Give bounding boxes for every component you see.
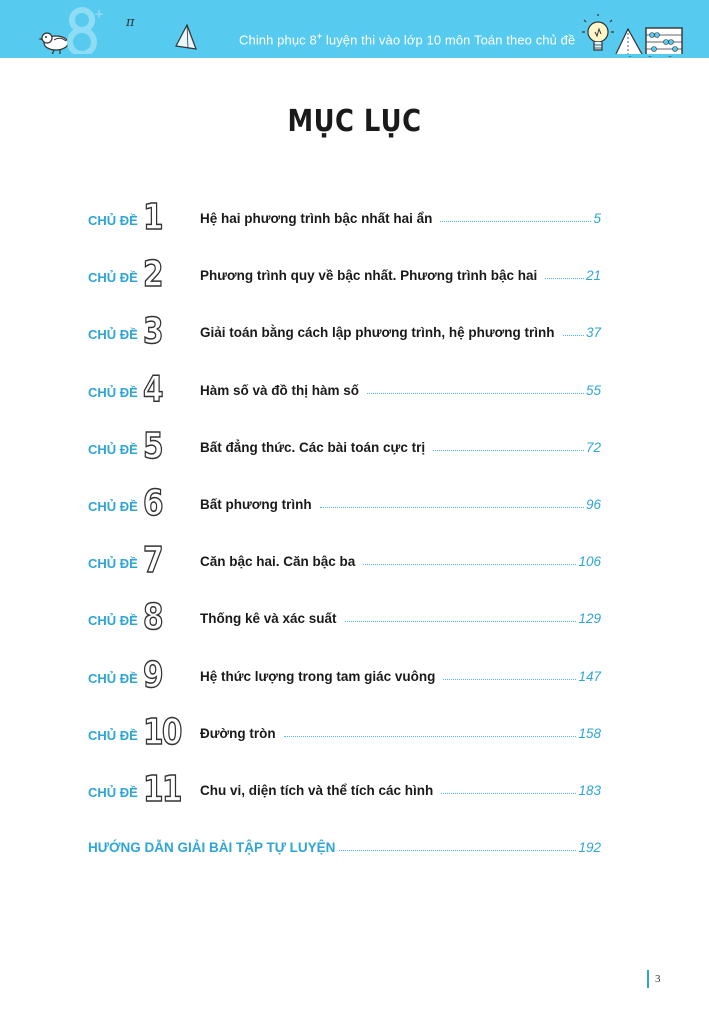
dot-leader [440, 220, 591, 222]
toc-entry-line [200, 440, 601, 455]
entry-page-number: 37 [585, 325, 601, 341]
entry-title: Căn bậc hai. Căn bậc ba [200, 554, 356, 570]
entry-page-number: 5 [593, 211, 601, 226]
chapter-number: 7 [143, 540, 162, 582]
chapter-label: CHỦ ĐỀ [88, 213, 138, 228]
toc-entry[interactable] [0, 255, 709, 295]
chapter-label: CHỦ ĐỀ [88, 384, 138, 400]
dot-leader [545, 277, 584, 279]
dot-leader [563, 334, 584, 336]
entry-title: Bất đẳng thức. Các bài toán cực trị [200, 439, 426, 455]
toc-guide-entry[interactable] [88, 840, 601, 855]
page-title: MỤC LỤC [287, 104, 422, 139]
pi-icon [126, 14, 140, 30]
chapter-number: 1 [143, 197, 162, 238]
guide-page-number: 192 [578, 840, 601, 855]
toc-entry-line [200, 383, 601, 398]
eight-logo-icon [64, 6, 105, 58]
entry-title: Hàm số và đồ thị hàm số [200, 382, 360, 398]
entry-title: Bất phương trình [200, 497, 312, 512]
dot-leader [363, 563, 576, 565]
toc-entry-line [200, 783, 601, 798]
chapter-label: CHỦ ĐỀ [88, 441, 138, 457]
entry-page-number: 21 [585, 268, 601, 284]
entry-page-number: 183 [578, 783, 601, 798]
toc-entry[interactable] [0, 370, 709, 410]
toc-entry-line [200, 325, 601, 340]
dot-leader [367, 392, 584, 394]
toc-entry[interactable] [0, 656, 709, 696]
chapter-number: 9 [143, 654, 162, 696]
chapter-label: CHỦ ĐỀ [88, 785, 138, 800]
toc-entry-line [200, 611, 601, 626]
chapter-label: CHỦ ĐỀ [88, 499, 138, 514]
toc-entry[interactable] [0, 198, 709, 238]
toc-entry[interactable] [0, 598, 709, 638]
chapter-label: CHỦ ĐỀ [88, 270, 138, 286]
dot-leader [320, 506, 584, 508]
dot-leader [345, 620, 577, 622]
entry-page-number: 106 [578, 554, 601, 570]
toc-entry[interactable] [0, 541, 709, 581]
chapter-number: 11 [143, 769, 181, 810]
footer-accent-bar [647, 970, 649, 988]
chapter-number: 8 [143, 597, 162, 639]
chapter-number: 5 [143, 425, 162, 467]
chapter-label: CHỦ ĐỀ [88, 556, 138, 572]
toc-entry[interactable] [0, 427, 709, 467]
entry-title: Phương trình quy về bậc nhất. Phương trình bậc hai [200, 268, 538, 284]
svg-text:+: + [94, 7, 105, 21]
dot-leader [433, 449, 584, 451]
toc-entry-line [200, 554, 601, 569]
entry-page-number: 147 [578, 668, 601, 684]
toc-entry[interactable] [0, 484, 709, 524]
footer-page-number: 3 [655, 973, 661, 985]
toc-entry-line [200, 669, 601, 684]
toc-entry[interactable] [0, 770, 709, 810]
toc-entry-line [200, 268, 601, 283]
entry-title: Hệ thức lượng trong tam giác vuông [200, 668, 436, 684]
cone-icon [174, 24, 200, 50]
dot-leader [441, 792, 576, 794]
toc-entry-line [200, 726, 601, 741]
lightbulb-icon [582, 14, 614, 58]
dot-leader [443, 678, 576, 680]
toc-entry[interactable] [0, 713, 709, 753]
entry-title: Chu vi, diện tích và thể tích các hình [200, 783, 434, 798]
entry-title: Hệ hai phương trình bậc nhất hai ẩn [200, 211, 433, 226]
svg-text:π: π [126, 15, 135, 30]
chapter-number: 6 [143, 483, 162, 524]
toc-entry-line [200, 211, 601, 226]
chapter-number: 10 [143, 711, 181, 753]
chapter-label: CHỦ ĐỀ [88, 327, 138, 343]
entry-title: Đường tròn [200, 725, 276, 741]
header-wave-divider [0, 54, 709, 62]
chapter-label: CHỦ ĐỀ [88, 670, 138, 686]
entry-page-number: 129 [578, 611, 601, 627]
dot-leader [339, 849, 576, 851]
entry-title: Giải toán bằng cách lập phương trình, hệ phương trình [200, 325, 555, 341]
entry-page-number: 158 [578, 725, 601, 741]
guide-title: HƯỚNG DẪN GIẢI BÀI TẬP TỰ LUYỆN [88, 840, 336, 855]
series-title: Chinh phục 8+ luyện thi vào lớp 10 môn Toán theo chủ đề [239, 31, 576, 48]
toc-entry-line [200, 497, 601, 512]
dot-leader [284, 735, 577, 737]
chapter-label: CHỦ ĐỀ [88, 727, 138, 743]
header-banner [0, 0, 709, 58]
entry-title: Thống kê và xác suất [200, 611, 337, 627]
chapter-number: 2 [143, 254, 162, 296]
chapter-label: CHỦ ĐỀ [88, 613, 138, 629]
chapter-number: 3 [143, 311, 162, 353]
chapter-number: 4 [143, 368, 162, 410]
entry-page-number: 55 [585, 382, 601, 398]
entry-page-number: 72 [585, 439, 601, 455]
toc-entry[interactable] [0, 312, 709, 352]
entry-page-number: 96 [585, 497, 601, 512]
